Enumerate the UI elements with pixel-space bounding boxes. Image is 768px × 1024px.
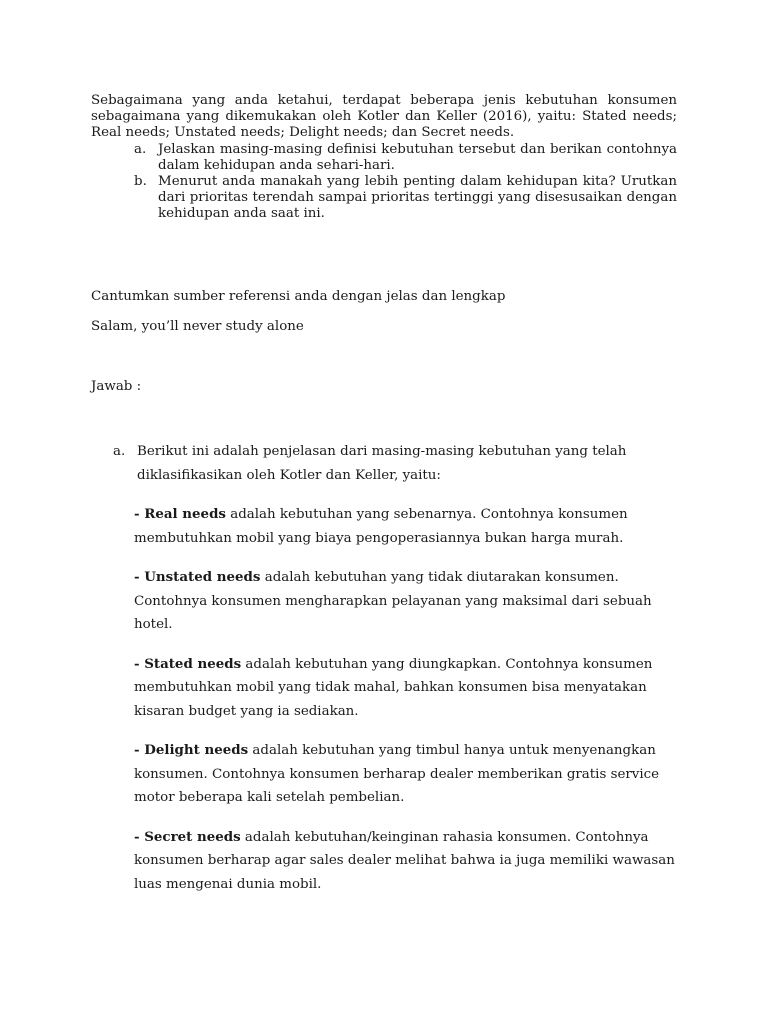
greeting: Salam, you’ll never study alone — [91, 319, 304, 334]
need-item-stated — [134, 653, 679, 724]
question-item — [91, 142, 677, 174]
need-description: adalah kebutuhan yang tidak diutarakan konsumen. Contohnya konsumen mengharapkan pelayanan yang maksimal dari sebuah hotel. — [134, 570, 652, 632]
need-term: - Real needs — [134, 506, 226, 522]
answer-lead: Berikut ini adalah penjelasan dari masing-masing kebutuhan yang telah diklasifikasikan oleh Kotler dan Keller, yaitu: — [137, 444, 627, 483]
need-description: adalah kebutuhan/keinginan rahasia konsumen. Contohnya konsumen berharap agar sales dealer melihat bahwa ia juga memiliki wawasan luas mengenai dunia mobil. — [134, 829, 675, 892]
need-term: - Stated needs — [134, 655, 242, 672]
need-term: - Delight needs — [134, 742, 249, 758]
answer-letter: a. — [113, 444, 126, 459]
need-description: adalah kebutuhan yang diungkapkan. Contohnya konsumen membutuhkan mobil yang tidak mahal, bahkan konsumen bisa menyatakan kisaran budget yang ia sediakan. — [134, 656, 653, 719]
need-item-unstated — [134, 566, 679, 637]
answer-label: Jawab : — [91, 379, 142, 394]
question-text: Jelaskan masing-masing definisi kebutuhan tersebut dan berikan contohnya dalam kehidupan anda sehari-hari. — [158, 141, 677, 173]
need-description: adalah kebutuhan yang sebenarnya. Contohnya konsumen membutuhkan mobil yang biaya pengoperasiannya bukan harga murah. — [134, 507, 628, 546]
need-item-delight — [134, 739, 679, 810]
intro-block — [91, 93, 677, 223]
need-description: adalah kebutuhan yang timbul hanya untuk menyenangkan konsumen. Contohnya konsumen berharap dealer memberikan gratis service motor beberapa kali setelah pembelian. — [134, 743, 660, 805]
question-letter: b. — [134, 174, 147, 190]
answer-section — [113, 440, 693, 896]
need-term: - Unstated needs — [134, 569, 261, 585]
need-item-real — [134, 503, 679, 550]
intro-paragraph: Sebagaimana yang anda ketahui, terdapat beberapa jenis kebutuhan konsumen sebagaimana yang dikemukakan oleh Kotler dan Keller (2016), yaitu: Stated needs; Real needs; Unstated needs; Delight needs; dan Secret needs. — [91, 93, 677, 141]
need-term: - Secret needs — [134, 828, 241, 845]
question-text: Menurut anda manakah yang lebih penting dalam kehidupan kita? Urutkan dari prioritas terendah sampai prioritas tertinggi yang disesusaikan dengan kehidupan anda saat ini. — [158, 174, 677, 222]
question-item — [91, 174, 677, 223]
question-letter: a. — [134, 141, 147, 157]
reference-note: Cantumkan sumber referensi anda dengan jelas dan lengkap — [91, 289, 506, 304]
question-list — [91, 142, 677, 223]
need-item-secret — [134, 826, 679, 897]
